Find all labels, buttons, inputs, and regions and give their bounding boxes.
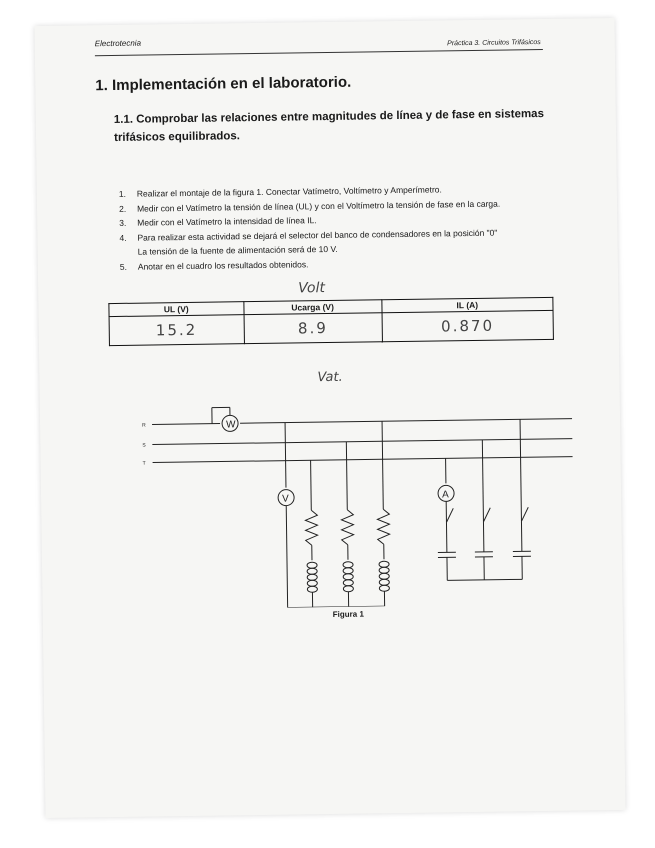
header-divider bbox=[95, 49, 543, 56]
voltmeter-icon bbox=[278, 490, 294, 506]
section-title: Implementación en el laboratorio. bbox=[111, 73, 352, 95]
load-branch-s bbox=[340, 442, 354, 607]
section-number: 1. bbox=[95, 77, 108, 95]
handwritten-note-vat: Vat. bbox=[317, 369, 343, 386]
load-branch-r bbox=[305, 460, 319, 607]
voltmeter-return bbox=[286, 506, 287, 608]
list-item: 1. Realizar el montaje de la figura 1. Conectar Vatímetro, Voltímetro y Amperímetro. bbox=[118, 184, 442, 199]
section-heading bbox=[95, 74, 351, 95]
line-t bbox=[153, 457, 573, 463]
list-item: 2. Medir con el Vatímetro la tensión de línea (UL) y con el Voltímetro la tensión de fase en la carga. bbox=[118, 198, 501, 214]
phase-label-s: S bbox=[142, 442, 146, 449]
svg-text:W: W bbox=[226, 419, 236, 431]
value-load-voltage: 8.9 bbox=[244, 313, 383, 344]
subsection-number: 1.1. bbox=[113, 113, 134, 126]
line-r-left bbox=[152, 424, 220, 425]
load-branch-t bbox=[376, 421, 391, 606]
header-practice: Práctica 3. Circuitos Trifásicos bbox=[447, 39, 541, 48]
capacitor-lead-3 bbox=[520, 419, 521, 521]
svg-text:V: V bbox=[282, 493, 289, 505]
list-item: 3. Medir con el Vatímetro la intensidad de línea IL. bbox=[119, 215, 317, 228]
phase-label-r: R bbox=[142, 422, 146, 429]
header-subject: Electrotecnia bbox=[94, 38, 142, 49]
list-item-continuation: La tensión de la fuente de alimentación será de 10 V. bbox=[137, 243, 338, 257]
line-r-right bbox=[240, 419, 572, 424]
document-page bbox=[34, 18, 625, 818]
header-line-current: IL (A) bbox=[382, 297, 553, 312]
handwritten-note-volt: Volt bbox=[298, 280, 326, 297]
list-item: 5. Anotar en el cuadro los resultados obtenidos. bbox=[119, 258, 309, 272]
wattmeter-icon bbox=[212, 407, 238, 431]
subsection-title: Comprobar las relaciones entre magnitudes de línea y de fase en sistemas trifásicos equilibrados. bbox=[113, 107, 545, 144]
instruction-list bbox=[119, 181, 570, 274]
voltmeter-lead bbox=[285, 423, 286, 488]
capacitor-lead-2 bbox=[482, 440, 483, 522]
value-line-voltage: 15.2 bbox=[109, 315, 244, 346]
circuit-diagram bbox=[100, 379, 583, 611]
subsection-heading bbox=[114, 105, 554, 147]
phase-label-t: T bbox=[142, 460, 146, 467]
line-s bbox=[152, 439, 572, 445]
svg-text:A: A bbox=[442, 489, 449, 501]
load-star-point bbox=[288, 606, 385, 607]
table-row bbox=[109, 310, 553, 345]
ammeter-icon bbox=[438, 485, 454, 501]
header-load-voltage: Ucarga (V) bbox=[243, 300, 381, 315]
header-line-voltage: UL (V) bbox=[109, 302, 244, 317]
capacitor-bank-icon bbox=[438, 551, 531, 580]
value-line-current: 0.870 bbox=[382, 310, 554, 341]
figure-caption: Figura 1 bbox=[332, 609, 364, 619]
list-item: 4. Para realizar esta actividad se dejará el selector del banco de condensadores en la posición "0" bbox=[119, 227, 498, 243]
results-table bbox=[108, 297, 554, 346]
capacitor-switches bbox=[446, 507, 529, 552]
